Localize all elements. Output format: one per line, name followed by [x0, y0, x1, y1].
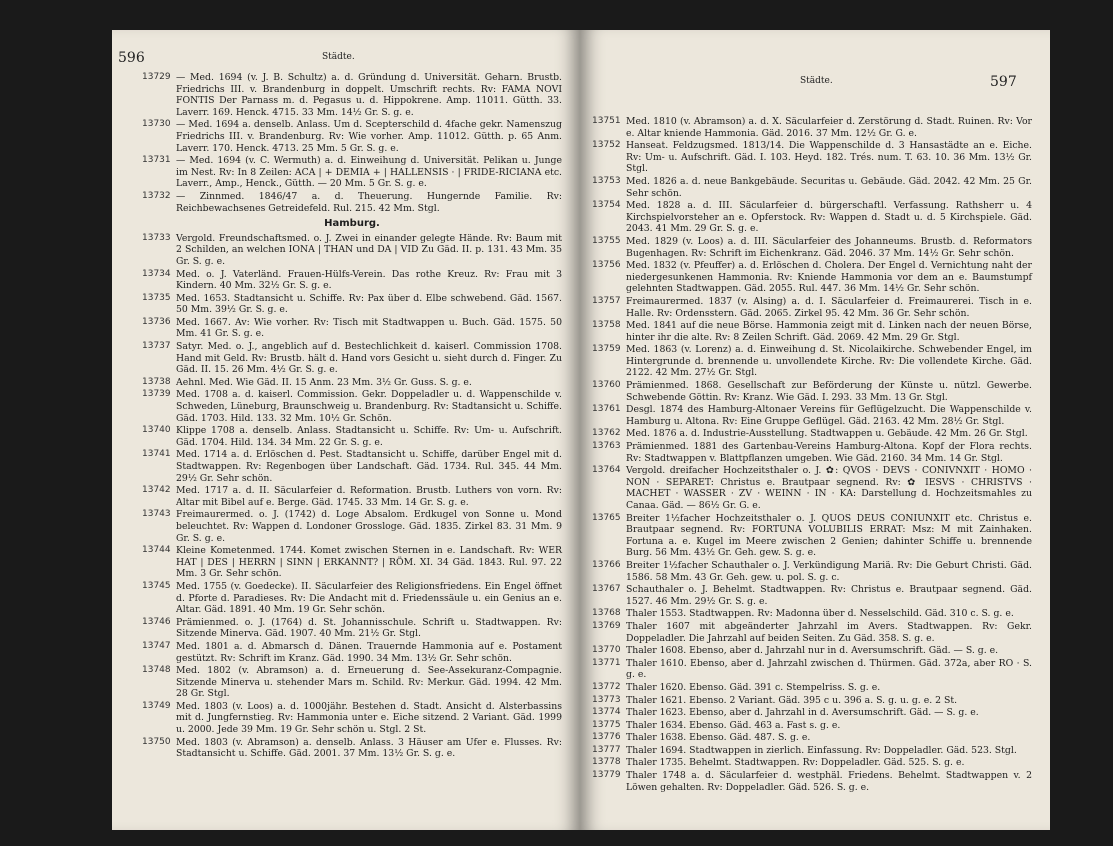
- right-running-head: Städte.: [800, 76, 833, 86]
- entry-text: — Med. 1694 (v. C. Wermuth) a. d. Einweihung d. Universität. Pelikan u. Junge im Nest. Rv: In 8 Zeilen: ACA | + DEMIA + | HALLENSIS · | FRIDE-RICIANA etc. Laverr., Amp., Henck., Gütth. — 20 Mm. 5 Gr. S. g. e.: [176, 155, 562, 190]
- catalog-entry: [592, 584, 1032, 607]
- entry-text: Med. 1801 a. d. Abmarsch d. Dänen. Trauernde Hammonia auf e. Postament gestützt. Rv: Schrift im Kranz. Gäd. 1990. 34 Mm. 13½ Gr. Sehr schön.: [176, 640, 562, 664]
- entry-text: Kleine Kometenmed. 1744. Komet zwischen Sternen in e. Landschaft. Rv: WER HAT | DES | HERRN | SINN | ERKANNT? | RÖM. XI. 34 Gäd. 1843. Rul. 97. 22 Mm. 3 Gr. Sehr schön.: [176, 545, 562, 580]
- entry-text: Med. 1832 (v. Pfeuffer) a. d. Erlöschen d. Cholera. Der Engel d. Vernichtung naht der niedergesunkenen Hammonia. Rv: Kniende Hammonia vor dem an e. Baumstumpf gelehnten Stadtwappen. Gäd. 2055. Rul. 447. 36 Mm. 14½ Gr. Sehr schön.: [626, 260, 1032, 295]
- catalog-entry: [592, 404, 1032, 427]
- entry-text: Freimaurermed. 1837 (v. Alsing) a. d. I. Säcularfeier d. Freimaurerei. Tisch in e. Halle. Rv: Ordensstern. Gäd. 2065. Zirkel 95. 42 Mm. 36 Gr. Sehr schön.: [626, 295, 1032, 319]
- entry-number: 13742: [142, 485, 171, 496]
- entry-text: Thaler 1623. Ebenso, aber d. Jahrzahl in d. Aversumschrift. Gäd. — S. g. e.: [626, 707, 979, 719]
- entry-text: Thaler 1607 mit abgeänderter Jahrzahl im Avers. Stadtwappen. Rv: Gekr. Doppeladler. Die Jahrzahl auf beiden Seiten. Zu Gäd. 358. S. g. e.: [626, 620, 1032, 644]
- entry-number: 13774: [592, 707, 621, 718]
- catalog-entry: [142, 155, 562, 190]
- left-entries: [142, 72, 562, 761]
- entry-number: 13747: [142, 640, 171, 651]
- catalog-entry: [592, 682, 1032, 694]
- entry-text: Satyr. Med. o. J., angeblich auf d. Bestechlichkeit d. kaiserl. Commission 1708. Hand mit Geld. Rv: Brustb. hält d. Hand vors Gesicht u. sieht durch d. Finger. Zu Gäd. II. 15. 26 Mm. 4½ Gr. S. g. e.: [176, 341, 562, 376]
- entry-number: 13773: [592, 694, 621, 705]
- entry-text: Med. 1803 (v. Abramson) a. denselb. Anlass. 3 Häuser am Ufer e. Flusses. Rv: Stadtansicht u. Schiffe. Gäd. 2001. 37 Mm. 13½ Gr. S. g. e.: [176, 736, 562, 760]
- entry-number: 13743: [142, 509, 171, 520]
- entry-text: Prämienmed. 1881 des Gartenbau-Vereins Hamburg-Altona. Kopf der Flora rechts. Rv: Stadtwappen v. Blattpflanzen umgeben. Wie Gäd. 2160. 34 Mm. 14 Gr. Stgl.: [626, 441, 1032, 464]
- entry-text: Med. 1876 a. d. Industrie-Ausstellung. Stadtwappen u. Gebäude. 42 Mm. 26 Gr. Stgl.: [626, 428, 1028, 440]
- entry-text: Med. 1803 (v. Loos) a. d. 1000jähr. Bestehen d. Stadt. Ansicht d. Alsterbassins mit d. Jungfernstieg. Rv: Hammonia unter e. Eiche sitzend. 2 Variant. Gäd. 1999 u. 2000. Jede 39 Mm. 19 Gr. Sehr schön u. Stgl. 2 St.: [176, 700, 562, 736]
- catalog-entry: [592, 116, 1032, 139]
- entry-number: 13740: [142, 425, 171, 436]
- entry-text: Thaler 1621. Ebenso. 2 Variant. Gäd. 395 c u. 396 a. S. g. u. g. e. 2 St.: [626, 694, 958, 706]
- catalog-entry: [592, 608, 1032, 620]
- entry-text: — Med. 1694 a. denselb. Anlass. Um d. Scepterschild d. 4fache gekr. Namenszug Friedrichs III. v. Brandenburg. Rv: Wie vorher. Amp. 11012. Gütth. p. 65 Anm. Laverr. 170. Henck. 4713. 25 Mm. 5 Gr. S. g. e.: [176, 119, 562, 154]
- catalog-entry: [592, 720, 1032, 732]
- right-page: [580, 30, 1050, 830]
- catalog-entry: [592, 441, 1032, 464]
- entry-text: Thaler 1608. Ebenso, aber d. Jahrzahl nur in d. Aversumschrift. Gäd. — S. g. e.: [626, 645, 999, 657]
- entry-number: 13777: [592, 744, 621, 755]
- entry-text: Schauthaler o. J. Behelmt. Stadtwappen. Rv: Christus e. Brautpaar segnend. Gäd. 1527. 46 Mm. 29½ Gr. S. g. e.: [626, 584, 1032, 607]
- catalog-entry: [142, 581, 562, 616]
- entry-number: 13731: [142, 155, 171, 166]
- catalog-entry: [142, 485, 562, 508]
- entry-number: 13734: [142, 268, 171, 279]
- catalog-entry: [142, 389, 562, 424]
- catalog-entry: [142, 377, 562, 389]
- entry-text: Med. 1802 (v. Abramson) a. d. Erneuerung d. See-Assekuranz-Compagnie. Sitzende Minerva u. stehender Mars m. Schild. Rv: Merkur. Gäd. 1994. 42 Mm. 28 Gr. Stgl.: [176, 665, 562, 700]
- entry-number: 13776: [592, 732, 621, 743]
- catalog-entry: [592, 344, 1032, 379]
- catalog-entry: [592, 140, 1032, 175]
- entry-number: 13730: [142, 119, 171, 130]
- entry-number: 13754: [592, 200, 621, 211]
- entry-text: Med. 1841 auf die neue Börse. Hammonia zeigt mit d. Linken nach der neuen Börse, hinter ihr die alte. Rv: 8 Zeilen Schrift. Gäd. 2069. 42 Mm. 29 Gr. Stgl.: [626, 320, 1032, 343]
- entry-number: 13756: [592, 260, 621, 271]
- catalog-entry: [592, 757, 1032, 769]
- left-page-number: 596: [118, 50, 145, 66]
- catalog-entry: [142, 341, 562, 376]
- entry-text: Thaler 1553. Stadtwappen. Rv: Madonna über d. Nesselschild. Gäd. 310 c. S. g. e.: [626, 608, 1014, 620]
- entry-number: 13748: [142, 665, 171, 676]
- entry-text: Aehnl. Med. Wie Gäd. II. 15 Anm. 23 Mm. 3½ Gr. Guss. S. g. e.: [176, 376, 472, 388]
- catalog-entry: [142, 191, 562, 214]
- entry-number: 13764: [592, 465, 621, 476]
- entry-number: 13760: [592, 380, 621, 391]
- right-entries: [592, 116, 1032, 794]
- catalog-entry: [592, 745, 1032, 757]
- entry-number: 13744: [142, 545, 171, 556]
- catalog-entry: [592, 695, 1032, 707]
- entry-text: Thaler 1638. Ebenso. Gäd. 487. S. g. e.: [626, 732, 811, 744]
- entry-number: 13779: [592, 770, 621, 781]
- catalog-entry: [142, 665, 562, 700]
- entry-number: 13772: [592, 681, 621, 692]
- entry-text: Thaler 1620. Ebenso. Gäd. 391 c. Stempelriss. S. g. e.: [626, 681, 881, 693]
- left-page: [112, 30, 580, 830]
- entry-number: 13746: [142, 616, 171, 627]
- entry-text: Med. 1653. Stadtansicht u. Schiffe. Rv: Pax über d. Elbe schwebend. Gäd. 1567. 50 Mm. 39½ Gr. S. g. e.: [176, 292, 562, 316]
- entry-number: 13753: [592, 175, 621, 186]
- entry-text: Thaler 1634. Ebenso. Gäd. 463 a. Fast s. g. e.: [626, 719, 841, 731]
- entry-number: 13745: [142, 580, 171, 591]
- entry-number: 13771: [592, 657, 621, 668]
- left-running-head: Städte.: [322, 52, 355, 62]
- entry-number: 13735: [142, 292, 171, 303]
- entry-number: 13732: [142, 190, 171, 201]
- section-title-hamburg: Hamburg.: [324, 218, 380, 230]
- entry-text: Breiter 1½facher Schauthaler o. J. Verkündigung Mariä. Rv: Die Geburt Christi. Gäd. 1586. 58 Mm. 43 Gr. Geh. gew. u. pol. S. g. c.: [626, 559, 1032, 583]
- entry-number: 13762: [592, 428, 621, 439]
- entry-number: 13767: [592, 584, 621, 595]
- entry-text: — Med. 1694 (v. J. B. Schultz) a. d. Gründung d. Universität. Geharn. Brustb. Friedrichs III. v. Brandenburg in doppelt. Umschrift rechts. Rv: FAMA NOVI FONTIS Der Parnass m. d. Pegasus u. d. Hippokrene. Amp. 11011. Gütth. 33. Laverr. 169. Henck. 4715. 33 Mm. 14½ Gr. S. g. e.: [176, 72, 562, 118]
- entry-number: 13765: [592, 512, 621, 523]
- catalog-entry: [142, 449, 562, 484]
- entry-text: Med. 1667. Av: Wie vorher. Rv: Tisch mit Stadtwappen u. Buch. Gäd. 1575. 50 Mm. 41 Gr. S. g. e.: [176, 316, 562, 340]
- catalog-entry: [592, 260, 1032, 295]
- catalog-entry: [592, 380, 1032, 403]
- entry-text: Med. 1708 a. d. kaiserl. Commission. Gekr. Doppeladler u. d. Wappenschilde v. Schweden, Lüneburg, Braunschweig u. Brandenburg. Rv: Stadtansicht u. Schiffe. Gäd. 1703. Hild. 133. 32 Mm. 10½ Gr. Schön.: [176, 389, 562, 424]
- entry-number: 13733: [142, 232, 171, 243]
- catalog-entry: [592, 320, 1032, 343]
- entry-number: 13770: [592, 645, 621, 656]
- entry-number: 13751: [592, 116, 621, 126]
- entry-number: 13759: [592, 344, 621, 355]
- entry-text: Med. 1828 a. d. III. Säcularfeier d. bürgerschaftl. Verfassung. Rathsherr u. 4 Kirchspielvorsteher an e. Opferstock. Rv: Wappen d. Stadt u. d. 5 Kirchspiele. Gäd. 2043. 41 Mm. 29 Gr. S. g. e.: [626, 200, 1032, 235]
- catalog-entry: [592, 465, 1032, 511]
- entry-number: 13757: [592, 295, 621, 306]
- entry-number: 13758: [592, 320, 621, 331]
- entry-number: 13738: [142, 376, 171, 387]
- entry-text: Freimaurermed. o. J. (1742) d. Loge Absalom. Erdkugel von Sonne u. Mond beleuchtet. Rv: Wappen d. Londoner Grossloge. Gäd. 1835. Zirkel 83. 31 Mm. 9 Gr. S. g. e.: [176, 509, 562, 544]
- entry-text: Vergold. Freundschaftsmed. o. J. Zwei in einander gelegte Hände. Rv: Baum mit 2 Schilden, an welchen IONA | THAN und DA | VID Zu Gäd. II. p. 131. 43 Mm. 35 Gr. S. g. e.: [176, 232, 562, 267]
- entry-text: Breiter 1½facher Hochzeitsthaler o. J. QUOS DEUS CONIUNXIT etc. Christus e. Brautpaar segnend. Rv: FORTUNA VOLUBILIS ERRAT: Msz: M mit Zainhaken. Fortuna a. e. Kugel im Meere zwischen 2 Genien; dahinter Schiffe u. brennende Burg. 56 Mm. 43½ Gr. Geh. gew. S. g. e.: [626, 512, 1032, 559]
- catalog-entry: [142, 293, 562, 316]
- left-entries-top: [142, 72, 562, 214]
- entry-number: 13741: [142, 449, 171, 460]
- entry-number: 13769: [592, 620, 621, 631]
- entry-text: Desgl. 1874 des Hamburg-Altonaer Vereins für Geflügelzucht. Die Wappenschilde v. Hamburg u. Altona. Rv: Eine Gruppe Geflügel. Gäd. 2163. 42 Mm. 28½ Gr. Stgl.: [626, 404, 1032, 427]
- entry-number: 13778: [592, 757, 621, 768]
- entry-text: Med. 1755 (v. Goedecke). II. Säcularfeier des Religionsfriedens. Ein Engel öffnet d. Pforte d. Paradieses. Rv: Die Andacht mit d. Friedenssäule u. ein Genius an e. Altar. Gäd. 1891. 40 Mm. 19 Gr. Sehr schön.: [176, 580, 562, 616]
- catalog-entry: [142, 269, 562, 292]
- entry-number: 13763: [592, 441, 621, 452]
- entry-number: 13729: [142, 72, 171, 82]
- entry-text: Hanseat. Feldzugsmed. 1813/14. Die Wappenschilde d. 3 Hansastädte an e. Eiche. Rv: Um- u. Aufschrift. Gäd. I. 103. Heyd. 182. Trés. num. T. 63. 10. 36 Mm. 13½ Gr. Stgl.: [626, 140, 1032, 175]
- entry-text: Vergold. dreifacher Hochzeitsthaler o. J. ✿: QVOS · DEVS · CONIVNXIT · HOMO · NON · SEPARET: Christus e. Brautpaar segnend. Rv: ✿ IESVS · CHRISTVS · MACHET · WASSER · ZV · WEINN · IN · KA: Darstellung d. Hochzeitsmahles zu Canaa. Gäd. — 86½ Gr. G. e.: [626, 465, 1032, 511]
- catalog-entry: [592, 176, 1032, 199]
- catalog-entry: [592, 770, 1032, 793]
- entry-number: 13739: [142, 389, 171, 400]
- catalog-entry: [592, 658, 1032, 681]
- entry-text: — Zinnmed. 1846/47 a. d. Theuerung. Hungernde Familie. Rv: Reichbewachsenes Getreidefeld. Rul. 215. 42 Mm. Stgl.: [176, 190, 562, 214]
- catalog-entry: [142, 425, 562, 448]
- entry-text: Med. 1829 (v. Loos) a. d. III. Säcularfeier des Johanneums. Brustb. d. Reformators Bugenhagen. Rv: Schrift im Eichenkranz. Gäd. 2046. 37 Mm. 14½ Gr. Sehr schön.: [626, 235, 1032, 259]
- catalog-entry: [142, 233, 562, 268]
- entry-number: 13736: [142, 316, 171, 327]
- catalog-entry: [142, 72, 562, 118]
- entry-number: 13761: [592, 404, 621, 415]
- entry-text: Klippe 1708 a. denselb. Anlass. Stadtansicht u. Schiffe. Rv: Um- u. Aufschrift. Gäd. 1704. Hild. 134. 34 Mm. 22 Gr. S. g. e.: [176, 425, 562, 448]
- entry-number: 13737: [142, 341, 171, 352]
- catalog-entry: [142, 317, 562, 340]
- entry-number: 13755: [592, 235, 621, 246]
- catalog-entry: [592, 560, 1032, 583]
- catalog-entry: [592, 428, 1032, 440]
- entry-number: 13752: [592, 140, 621, 151]
- catalog-entry: [142, 641, 562, 664]
- catalog-entry: [592, 732, 1032, 744]
- entry-number: 13749: [142, 700, 171, 711]
- catalog-entry: [142, 617, 562, 640]
- entry-number: 13750: [142, 736, 171, 747]
- entry-text: Thaler 1735. Behelmt. Stadtwappen. Rv: Doppeladler. Gäd. 525. S. g. e.: [626, 757, 965, 769]
- entry-text: Thaler 1694. Stadtwappen in zierlich. Einfassung. Rv: Doppeladler. Gäd. 523. Stgl.: [626, 744, 1017, 756]
- entry-text: Thaler 1748 a. d. Säcularfeier d. westphäl. Friedens. Behelmt. Stadtwappen v. 2 Löwen gehalten. Rv: Doppeladler. Gäd. 526. S. g. e.: [626, 770, 1032, 793]
- catalog-entry: [142, 737, 562, 760]
- catalog-entry: [592, 645, 1032, 657]
- entry-number: 13768: [592, 608, 621, 619]
- entry-text: Med. 1863 (v. Lorenz) a. d. Einweihung d. St. Nicolaikirche. Schwebender Engel, im Hintergrunde d. brennende u. unvollendete Kirche. Rv: Die vollendete Kirche. Gäd. 2122. 42 Mm. 27½ Gr. Stgl.: [626, 344, 1032, 379]
- catalog-entry: [592, 707, 1032, 719]
- entry-number: 13775: [592, 719, 621, 730]
- right-page-number: 597: [990, 74, 1017, 90]
- entry-text: Med. 1714 a. d. Erlöschen d. Pest. Stadtansicht u. Schiffe, darüber Engel mit d. Stadtwappen. Rv: Regenbogen über Landschaft. Gäd. 1734. Rul. 345. 44 Mm. 29½ Gr. Sehr schön.: [176, 449, 562, 484]
- entry-text: Med. 1826 a. d. neue Bankgebäude. Securitas u. Gebäude. Gäd. 2042. 42 Mm. 25 Gr. Sehr schön.: [626, 175, 1032, 199]
- catalog-entry: [592, 236, 1032, 259]
- entry-text: Med. o. J. Vaterländ. Frauen-Hülfs-Verein. Das rothe Kreuz. Rv: Frau mit 3 Kindern. 40 Mm. 32½ Gr. S. g. e.: [176, 268, 562, 292]
- entry-text: Prämienmed. o. J. (1764) d. St. Johannisschule. Schrift u. Stadtwappen. Rv: Sitzende Minerva. Gäd. 1907. 40 Mm. 21½ Gr. Stgl.: [176, 616, 562, 640]
- catalog-entry: [592, 621, 1032, 644]
- entry-text: Prämienmed. 1868. Gesellschaft zur Beförderung der Künste u. nützl. Gewerbe. Schwebende Göttin. Rv: Kranz. Wie Gäd. I. 293. 33 Mm. 13 Gr. Stgl.: [626, 380, 1032, 403]
- entry-number: 13766: [592, 559, 621, 570]
- catalog-entry: [592, 513, 1032, 559]
- entry-text: Med. 1717 a. d. II. Säcularfeier d. Reformation. Brustb. Luthers von vorn. Rv: Altar mit Bibel auf e. Berge. Gäd. 1745. 33 Mm. 14 Gr. S. g. e.: [176, 485, 562, 508]
- catalog-entry: [142, 701, 562, 736]
- catalog-entry: [592, 200, 1032, 235]
- left-entries-bottom: [142, 233, 562, 760]
- entry-text: Thaler 1610. Ebenso, aber d. Jahrzahl zwischen d. Thürmen. Gäd. 372a, aber RO · S. g. e.: [626, 657, 1032, 681]
- catalog-entry: [142, 509, 562, 544]
- catalog-entry: [142, 545, 562, 580]
- catalog-entry: [592, 296, 1032, 319]
- catalog-entry: [142, 119, 562, 154]
- entry-text: Med. 1810 (v. Abramson) a. d. X. Säcularfeier d. Zerstörung d. Stadt. Ruinen. Rv: Vor e. Altar kniende Hammonia. Gäd. 2016. 37 Mm. 12½ Gr. G. e.: [626, 116, 1032, 139]
